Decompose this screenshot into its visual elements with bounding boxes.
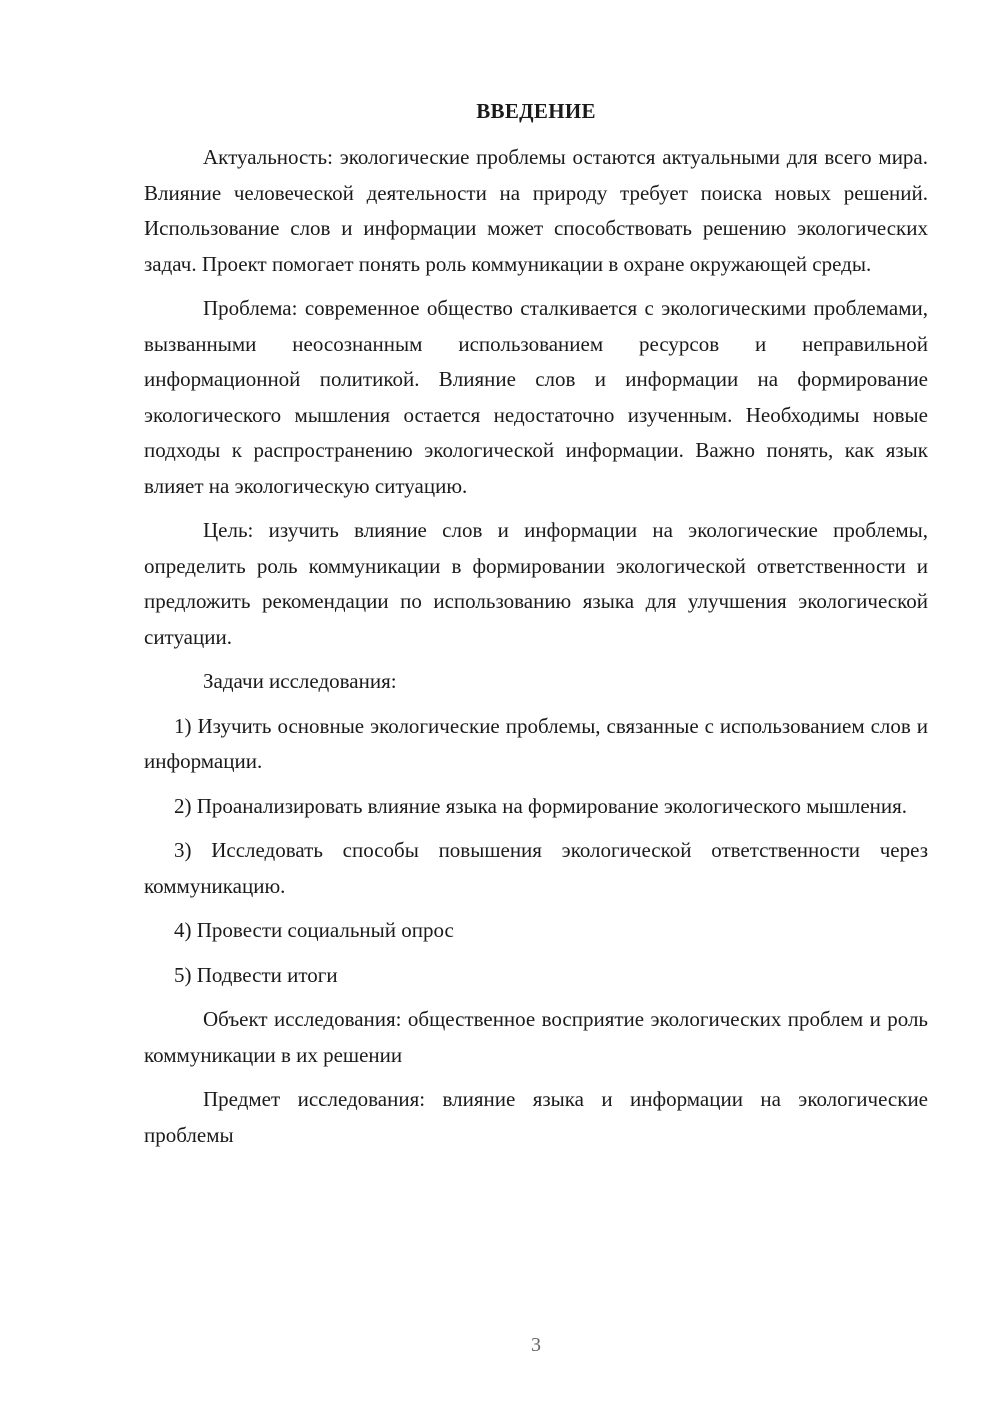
task-item-3: 3) Исследовать способы повышения экологической ответственности через коммуникацию. (144, 838, 928, 898)
paragraph-subject: Предмет исследования: влияние языка и информации на экологические проблемы (144, 1087, 928, 1147)
section-title: ВВЕДЕНИЕ (476, 99, 596, 123)
tasks-heading: Задачи исследования: (203, 669, 397, 693)
paragraph-relevance: Актуальность: экологические проблемы остаются актуальными для всего мира. Влияние человеческой деятельности на природу требует поиска новых решений. Использование слов и информации может способствовать решению экологических задач. Проект помогает понять роль коммуникации в охране окружающей среды. (144, 145, 928, 276)
task-item-5: 5) Подвести итоги (174, 962, 338, 987)
paragraph-object: Объект исследования: общественное восприятие экологических проблем и роль коммуникации в их решении (144, 1007, 928, 1067)
page-content (144, 96, 928, 1162)
page-number: 3 (531, 1334, 541, 1356)
task-item-1: 1) Изучить основные экологические проблемы, связанные с использованием слов и информации. (144, 713, 928, 773)
task-item-2: 2) Проанализировать влияние языка на формирование экологического мышления. (174, 793, 908, 818)
paragraph-problem: Проблема: современное общество сталкивается с экологическими проблемами, вызванными неосознанным использованием ресурсов и неправильной информационной политикой. Влияние слов и информации на формирование экологического мышления остается недостаточно изученным. Необходимы новые подходы к распространению экологической информации. Важно понять, как язык влияет на экологическую ситуацию. (144, 296, 928, 498)
task-item-4: 4) Провести социальный опрос (174, 918, 454, 942)
paragraph-goal: Цель: изучить влияние слов и информации на экологические проблемы, определить роль коммуникации в формировании экологической ответственности и предложить рекомендации по использованию языка для улучшения экологической ситуации. (144, 518, 928, 649)
